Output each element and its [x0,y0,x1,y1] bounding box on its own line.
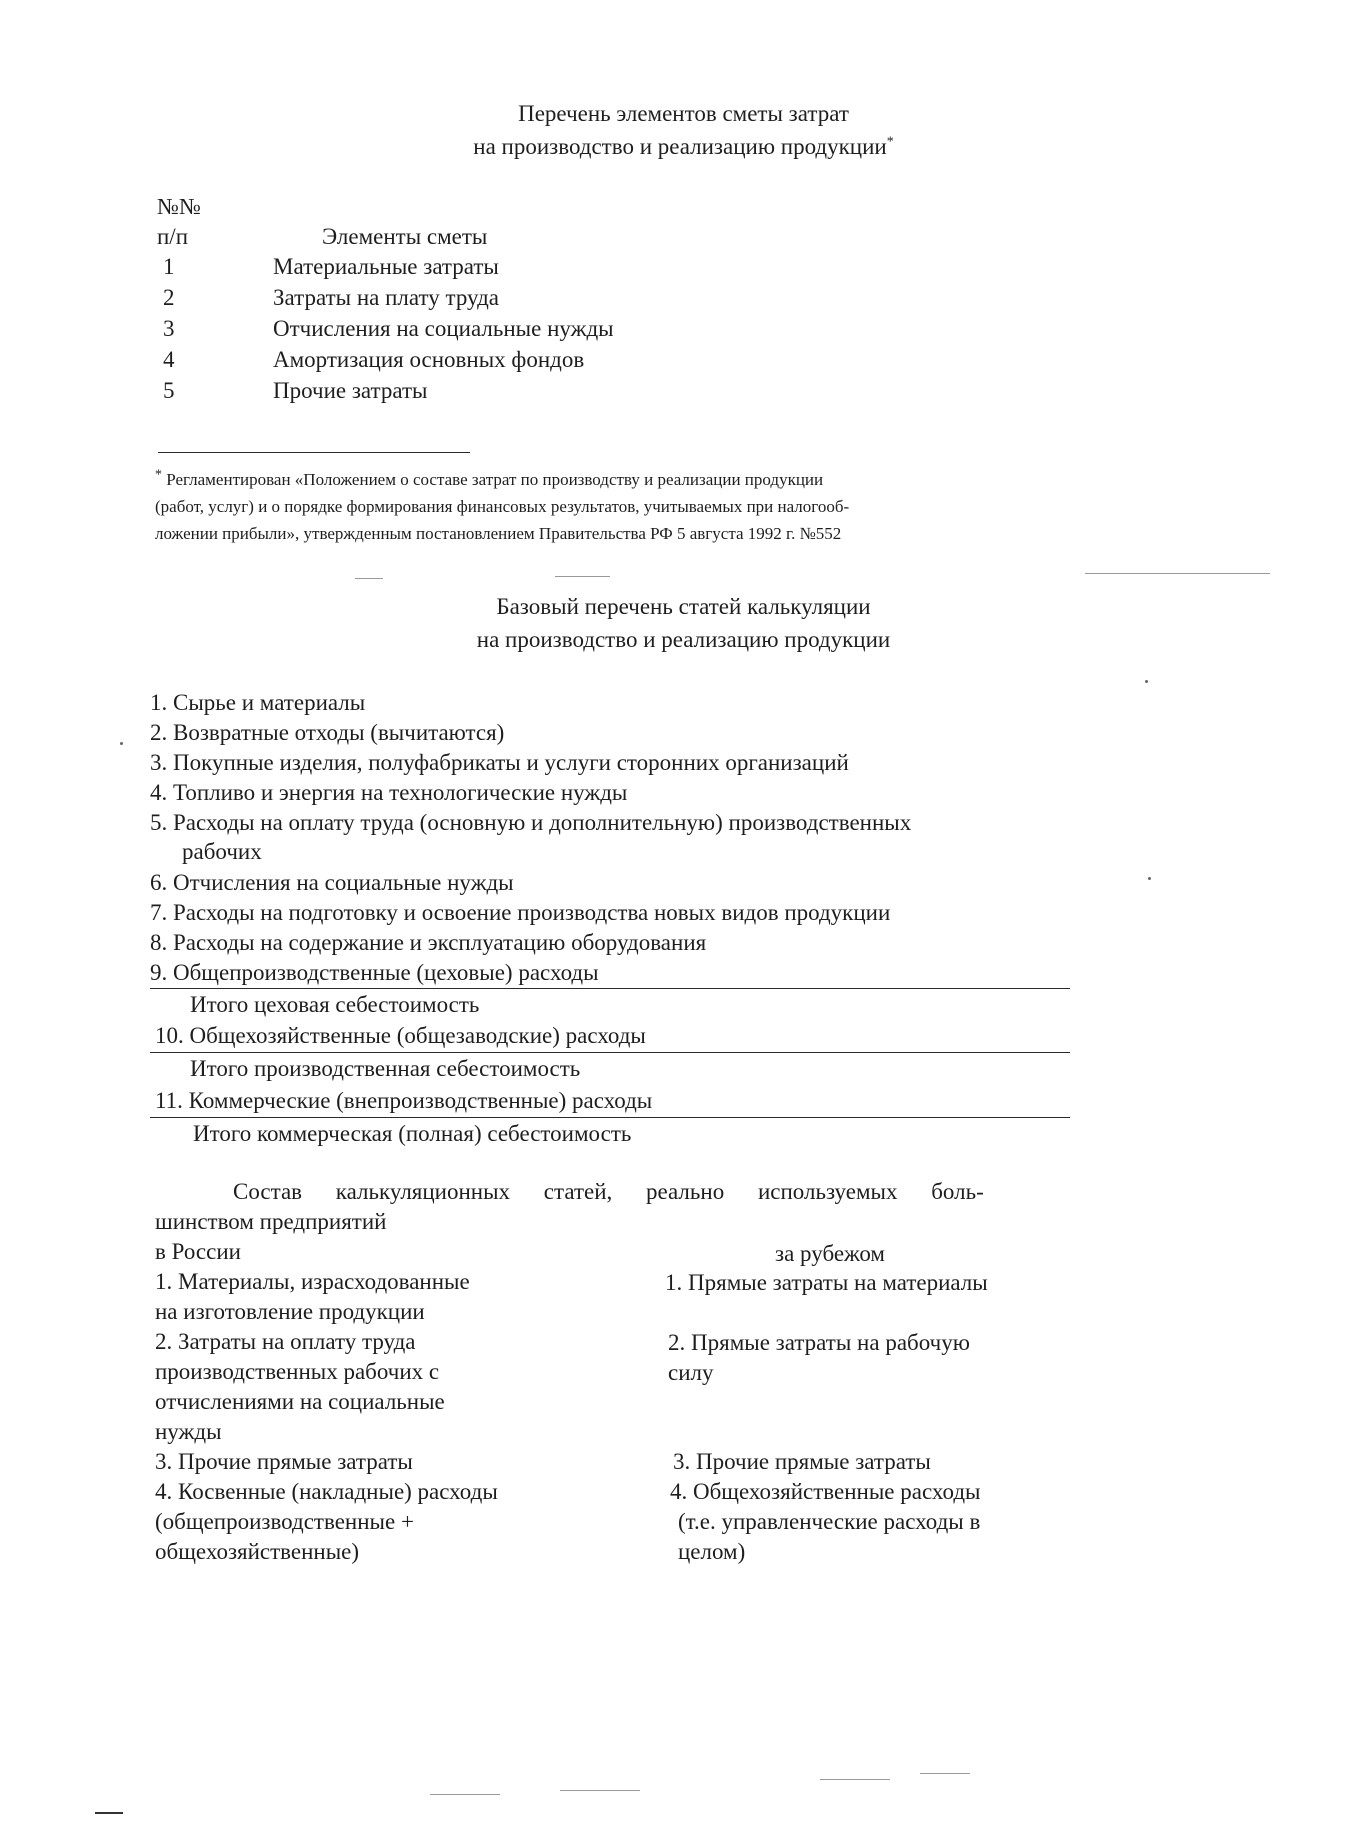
section2-title-line1: Базовый перечень статей калькуляции [496,594,871,619]
footnote-separator [158,452,470,453]
scan-noise-dot [120,742,123,745]
scan-noise-mark [95,1812,123,1814]
left-column-line: (общепроизводственные + [155,1509,414,1534]
section3-intro-line1: Состав калькуляционных статей, реально используемых боль- [233,1179,984,1204]
section3-intro-line2: шинством предприятий [155,1209,387,1234]
calculation-item: 7. Расходы на подготовку и освоение производства новых видов продукции [150,900,891,925]
scan-noise-mark [920,1773,970,1774]
left-column-line: 1. Материалы, израсходованные [155,1269,470,1294]
left-column-line: общехозяйственные) [155,1539,360,1564]
scan-noise-dot [1148,877,1151,880]
subtotal-rule [150,1052,1070,1053]
subtotal-line: Итого цеховая себестоимость [190,992,480,1017]
row-name: Отчисления на социальные нужды [273,316,614,341]
scan-noise-mark [560,1790,640,1791]
section2-title-line2: на производство и реализацию продукции [476,627,891,652]
column-number-header-line1: №№ [157,194,201,219]
scan-noise-mark [555,576,610,577]
left-column-line: отчислениями на социальные [155,1389,445,1414]
section1-title-text: на производство и реализацию продукции [473,134,887,159]
subtotal-line: Итого коммерческая (полная) себестоимость [193,1121,632,1146]
row-number: 2 [163,285,175,310]
section1-title-line1: Перечень элементов сметы затрат [518,101,849,126]
row-number: 1 [163,254,175,279]
scan-noise-dot [1145,680,1148,683]
column-name-header: Элементы сметы [322,224,488,249]
calculation-item: 8. Расходы на содержание и эксплуатацию оборудования [150,930,707,955]
scan-noise-mark [1085,573,1270,574]
left-column-line: производственных рабочих с [155,1359,440,1384]
left-column-line: на изготовление продукции [155,1299,425,1324]
left-column-line: 4. Косвенные (накладные) расходы [155,1479,498,1504]
calculation-item: 11. Коммерческие (внепроизводственные) расходы [155,1088,653,1113]
right-column-line: (т.е. управленческие расходы в [678,1509,981,1534]
right-column-line: 2. Прямые затраты на рабочую [668,1330,970,1355]
left-column-line: 3. Прочие прямые затраты [155,1449,413,1474]
calculation-item-continuation: рабочих [182,839,262,864]
footnote-line: (работ, услуг) и о порядке формирования финансовых результатов, учитываемых при налогооб- [155,497,850,516]
calculation-item: 6. Отчисления на социальные нужды [150,870,514,895]
footnote-reference-mark: * [886,134,894,150]
scan-noise-mark [430,1794,500,1795]
scan-noise-mark [820,1779,890,1780]
row-name: Амортизация основных фондов [273,347,585,372]
calculation-item: 9. Общепроизводственные (цеховые) расходы [150,960,599,985]
subtotal-rule [150,988,1070,989]
subtotal-line: Итого производственная себестоимость [190,1056,581,1081]
subtotal-rule [150,1117,1070,1118]
right-column-line: 1. Прямые затраты на материалы [665,1270,988,1295]
calculation-item: 2. Возвратные отходы (вычитаются) [150,720,505,745]
calculation-item: 1. Сырье и материалы [150,690,366,715]
footnote-line [155,468,823,492]
row-number: 3 [163,316,175,341]
calculation-item: 5. Расходы на оплату труда (основную и дополнительную) производственных [150,810,912,835]
footnote-mark: * [155,467,162,483]
calculation-item: 4. Топливо и энергия на технологические нужды [150,780,628,805]
row-number: 4 [163,347,175,372]
row-name: Затраты на плату труда [273,285,499,310]
right-column-line: 4. Общехозяйственные расходы [670,1479,981,1504]
row-number: 5 [163,378,175,403]
row-name: Прочие затраты [273,378,428,403]
left-column-header: в России [155,1239,241,1264]
row-name: Материальные затраты [273,254,499,279]
right-column-header: за рубежом [775,1241,885,1266]
left-column-line: нужды [155,1419,222,1444]
right-column-line: целом) [678,1539,746,1564]
footnote-line: ложении прибыли», утвержденным постановлением Правительства РФ 5 августа 1992 г. №552 [155,524,842,543]
section1-title-line2 [0,133,1367,161]
calculation-item: 3. Покупные изделия, полуфабрикаты и услуги сторонних организаций [150,750,849,775]
left-column-line: 2. Затраты на оплату труда [155,1329,416,1354]
footnote-text: Регламентирован «Положением о составе затрат по производству и реализации продукции [166,470,824,489]
right-column-line: силу [668,1360,714,1385]
scan-noise-mark [355,578,383,579]
column-number-header-line2: п/п [157,224,189,249]
calculation-item: 10. Общехозяйственные (общезаводские) расходы [155,1023,646,1048]
right-column-line: 3. Прочие прямые затраты [673,1449,931,1474]
